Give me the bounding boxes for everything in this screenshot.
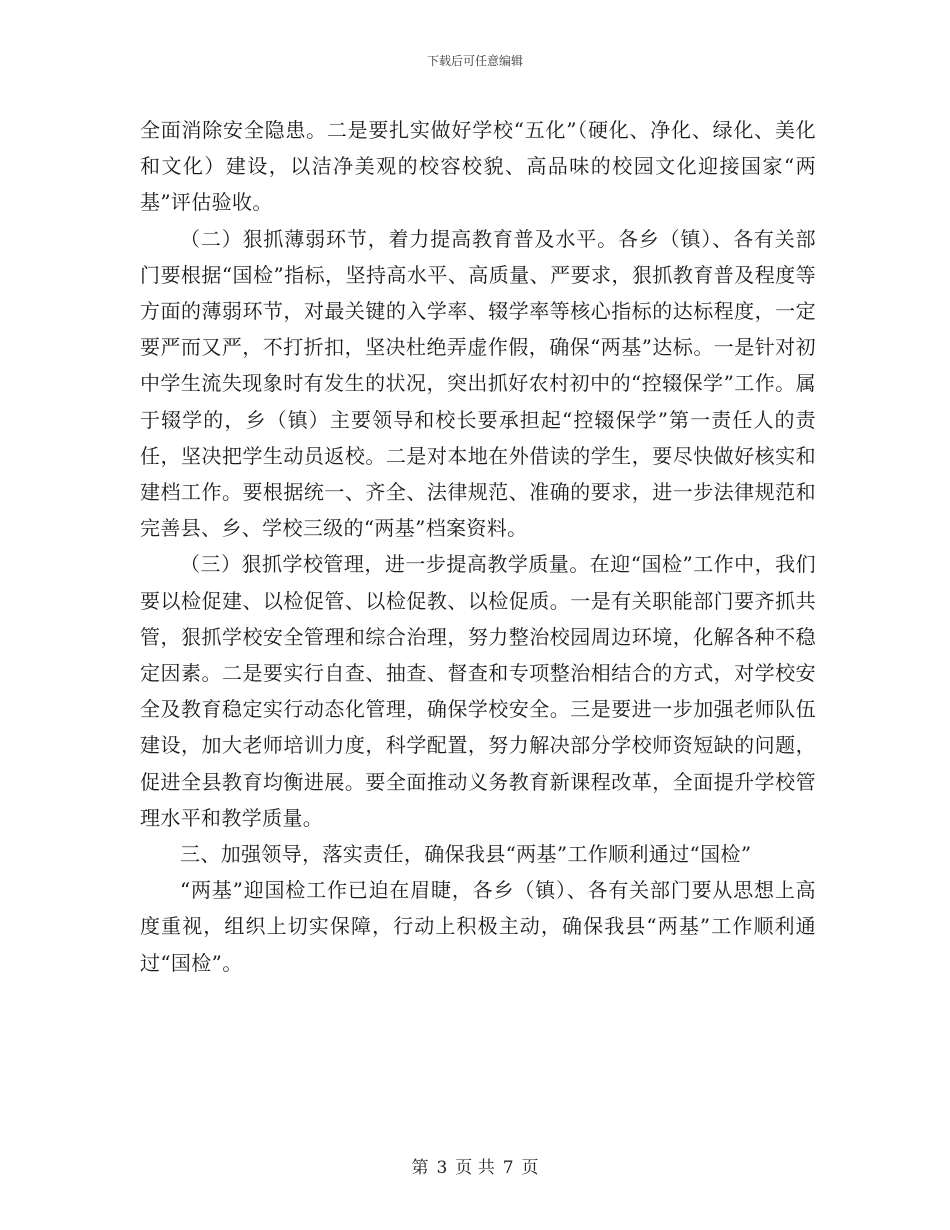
current-page-number: 3 [436,1158,448,1178]
section-heading-3: 三、加强领导，落实责任，确保我县“两基”工作顺利通过“国检” [180,842,752,867]
total-pages-number: 7 [502,1158,514,1178]
paragraph-5: “两基”迎国检工作已迫在眉睫，各乡（镇）、各有关部门要从思想上高度重视，组织上切实保障，行动上积极主动，确保我县“两基”工作顺利通过“国检”。 [140,878,816,975]
footer-suffix: 页 [521,1158,539,1178]
paragraph-2: （二）狠抓薄弱环节，着力提高教育普及水平。各乡（镇）、各有关部门要根据“国检”指标，坚持高水平、高质量、严要求，狠抓教育普及程度等方面的薄弱环节，对最关键的入学率、辍学率等核心指标的达标程度，一定要严而又严，不打折扣，坚决杜绝弄虚作假，确保“两基”达标。一是针对初中学生流失现象时有发生的状况，突出抓好农村初中的“控辍保学”工作。属于辍学的，乡（镇）主要领导和校长要承担起“控辍保学”第一责任人的责任，坚决把学生动员返校。二是对本地在外借读的学生，要尽快做好核实和建档工作。要根据统一、齐全、法律规范、准确的要求，进一步法律规范和完善县、乡、学校三级的“两基”档案资料。 [140,226,816,541]
paragraph-3: （三）狠抓学校管理，进一步提高教学质量。在迎“国检”工作中，我们要以检促建、以检促管、以检促教、以检促质。一是有关职能部门要齐抓共管，狠抓学校安全管理和综合治理，努力整治校园周边环境，化解各种不稳定因素。二是要实行自查、抽查、督查和专项整治相结合的方式，对学校安全及教育稳定实行动态化管理，确保学校安全。三是要进一步加强老师队伍建设，加大老师培训力度，科学配置，努力解决部分学校师资短缺的问题，促进全县教育均衡进展。要全面推动义务教育新课程改革，全面提升学校管理水平和教学质量。 [140,552,816,830]
document-body [140,112,816,981]
paragraph-1: 全面消除安全隐患。二是要扎实做好学校“五化”（硬化、净化、绿化、美化和文化）建设，以洁净美观的校容校貌、高品味的校园文化迎接国家“两基”评估验收。 [140,118,816,215]
footer-prefix: 第 [411,1158,429,1178]
footer-mid: 页 共 [455,1158,495,1178]
header-note: 下载后可任意编辑 [426,54,523,68]
page-footer [0,1153,950,1178]
